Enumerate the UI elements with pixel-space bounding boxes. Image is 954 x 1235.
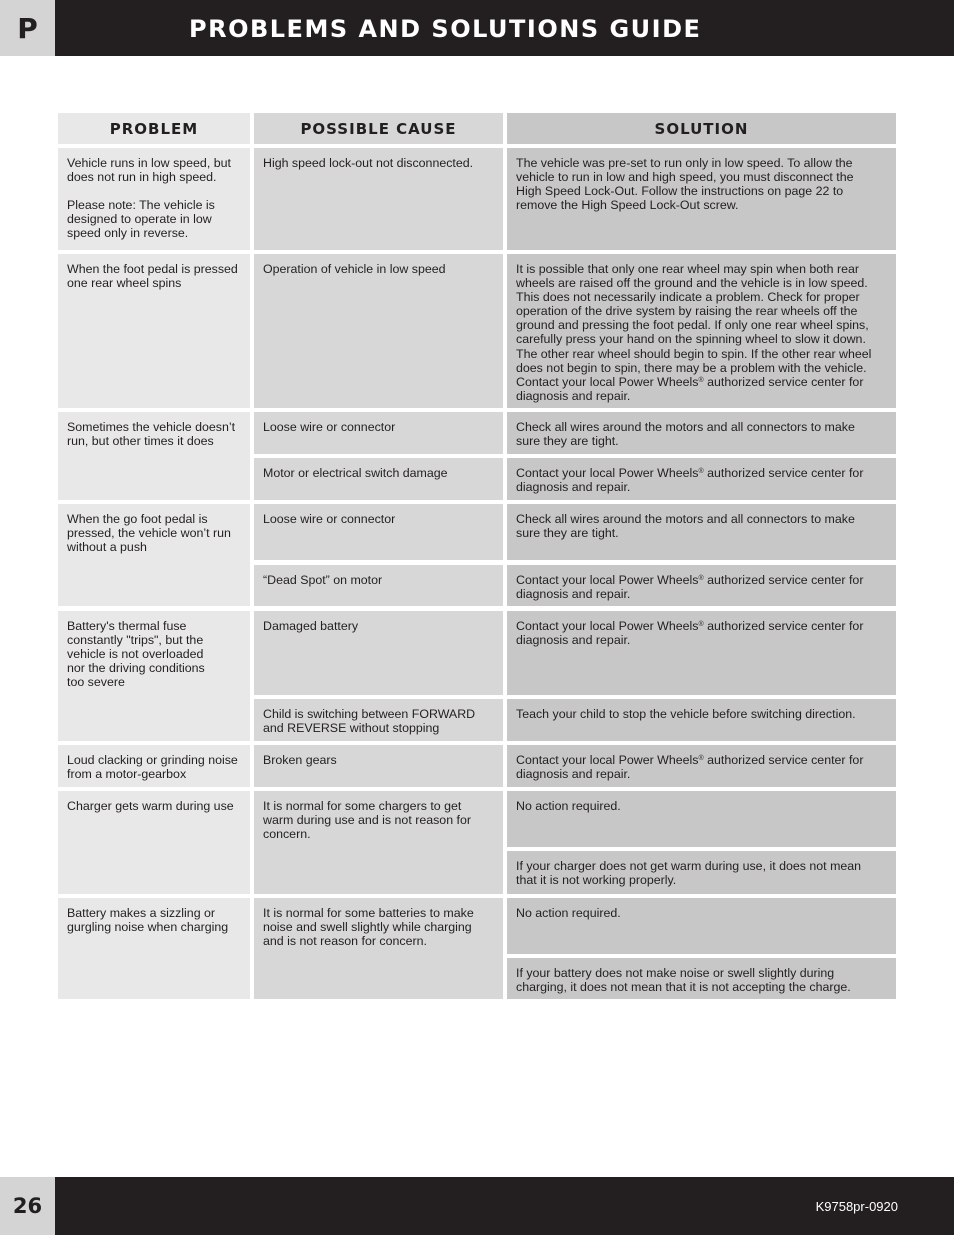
problem-cell: Battery's thermal fuse constantly "trips", but the vehicle is not overloaded nor the driving conditions too severe xyxy=(58,611,250,741)
section-letter-tab: P xyxy=(0,0,55,56)
column-header-solution: SOLUTION xyxy=(507,113,896,144)
solution-cell: No action required. xyxy=(507,898,896,954)
solution-cell: If your charger does not get warm during use, it does not mean that it is not working properly. xyxy=(507,851,896,894)
solution-text-suffix: authorized service center for diagnosis and repair. xyxy=(516,466,864,495)
problem-cell: When the foot pedal is pressed one rear wheel spins xyxy=(58,254,250,408)
solution-text: Contact your local Power Wheels xyxy=(516,619,699,633)
cause-cell: It is normal for some chargers to get warm during use and is not reason for concern. xyxy=(254,791,503,894)
problem-cell: Vehicle runs in low speed, but does not run in high speed. Please note: The vehicle is designed to operate in low speed only in reverse. xyxy=(58,148,250,250)
solution-cell: No action required. xyxy=(507,791,896,847)
solution-text-suffix: authorized service center for diagnosis and repair. xyxy=(516,573,864,602)
problem-cell: When the go foot pedal is pressed, the vehicle won’t run without a push xyxy=(58,504,250,606)
cause-cell: Loose wire or connector xyxy=(254,412,503,454)
page-number: 26 xyxy=(0,1177,55,1235)
solution-text: Contact your local Power Wheels xyxy=(516,573,699,587)
page-title: PROBLEMS AND SOLUTIONS GUIDE xyxy=(189,15,702,43)
page-footer xyxy=(0,1177,954,1235)
solution-cell xyxy=(507,611,896,695)
column-header-problem: PROBLEM xyxy=(58,113,250,144)
cause-cell: “Dead Spot” on motor xyxy=(254,565,503,606)
cause-cell: It is normal for some batteries to make noise and swell slightly while charging and is not reason for concern. xyxy=(254,898,503,999)
registered-trademark-mark: ® xyxy=(698,575,704,582)
solution-cell: Check all wires around the motors and all connectors to make sure they are tight. xyxy=(507,412,896,454)
solution-cell xyxy=(507,565,896,606)
solution-cell: Check all wires around the motors and all connectors to make sure they are tight. xyxy=(507,504,896,560)
problem-cell: Loud clacking or grinding noise from a motor-gearbox xyxy=(58,745,250,787)
solution-text-suffix: authorized service center for diagnosis and repair. xyxy=(516,374,864,403)
solution-cell xyxy=(507,458,896,500)
cause-cell: Broken gears xyxy=(254,745,503,787)
registered-trademark-mark: ® xyxy=(698,755,704,762)
problem-cell: Sometimes the vehicle doesn’t run, but other times it does xyxy=(58,412,250,500)
solution-text: Contact your local Power Wheels xyxy=(516,466,699,480)
problem-cell: Battery makes a sizzling or gurgling noise when charging xyxy=(58,898,250,999)
cause-cell: Child is switching between FORWARD and REVERSE without stopping xyxy=(254,699,503,741)
cause-cell: Motor or electrical switch damage xyxy=(254,458,503,500)
solution-text-suffix: authorized service center for diagnosis and repair. xyxy=(516,619,864,648)
column-header-possible-cause: POSSIBLE CAUSE xyxy=(254,113,503,144)
registered-trademark-mark: ® xyxy=(698,621,704,628)
document-code: K9758pr-0920 xyxy=(815,1199,898,1214)
problem-cell: Charger gets warm during use xyxy=(58,791,250,894)
cause-cell: Loose wire or connector xyxy=(254,504,503,560)
cause-cell: Operation of vehicle in low speed xyxy=(254,254,503,408)
cause-cell: Damaged battery xyxy=(254,611,503,695)
solution-cell: If your battery does not make noise or swell slightly during charging, it does not mean that it is not accepting the charge. xyxy=(507,958,896,999)
solution-text: Contact your local Power Wheels xyxy=(516,753,699,767)
page-header xyxy=(0,0,954,56)
solution-cell: Teach your child to stop the vehicle before switching direction. xyxy=(507,699,896,741)
solution-text-suffix: authorized service center for diagnosis and repair. xyxy=(516,753,864,782)
solution-text: It is possible that only one rear wheel may spin when both rear wheels are raised off the ground and the vehicle is in low speed. This does not necessarily indicate a problem. Check for proper operation of the drive system by raising the rear wheels off the ground and pressing the foot pedal. If only one rear wheel spins, carefully press your hand on the spinning wheel to slow it down. The other rear wheel should begin to spin. If the other rear wheel does not begin to spin, there may be a problem with the vehicle. Contact your local Power Wheels xyxy=(516,262,872,389)
registered-trademark-mark: ® xyxy=(698,376,704,384)
registered-trademark-mark: ® xyxy=(698,468,704,475)
cause-cell: High speed lock-out not disconnected. xyxy=(254,148,503,250)
solution-cell xyxy=(507,254,896,408)
solution-cell xyxy=(507,745,896,787)
solution-cell: The vehicle was pre-set to run only in low speed. To allow the vehicle to run in low and high speed, you must disconnect the High Speed Lock-Out. Follow the instructions on page 22 to remove the High Speed Lock-Out screw. xyxy=(507,148,896,250)
